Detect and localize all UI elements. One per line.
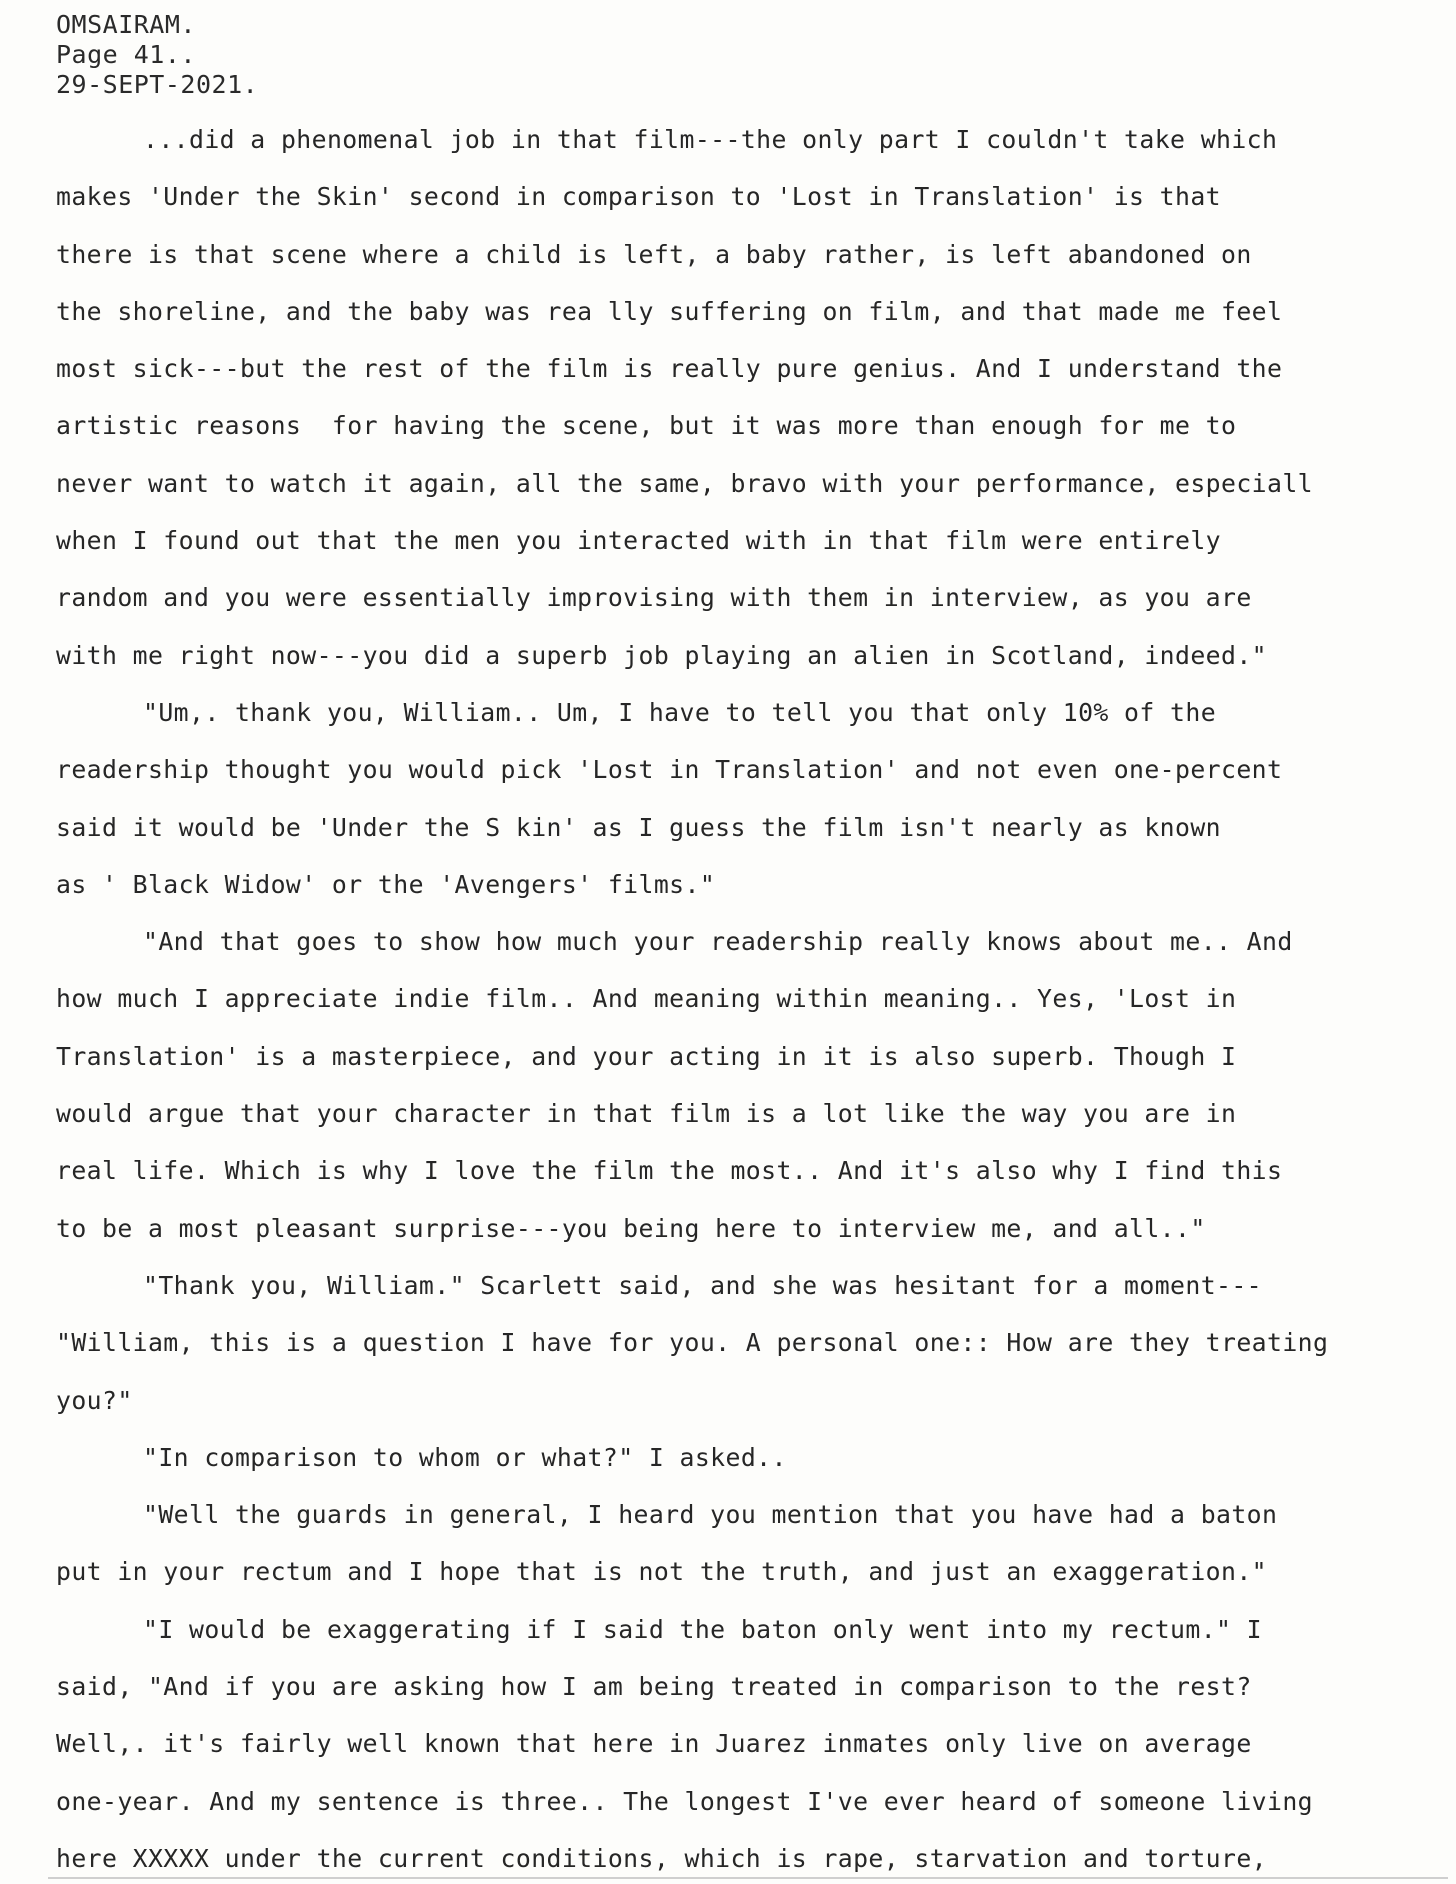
- header-date: 29-SEPT-2021.: [56, 70, 259, 99]
- text-line: random and you were essentially improvising with them in interview, as you are: [56, 583, 1252, 613]
- text-line: readership thought you would pick 'Lost in Translation' and not even one-percent: [56, 755, 1283, 785]
- text-line: most sick---but the rest of the film is really pure genius. And I understand the: [56, 354, 1283, 384]
- text-line: Translation' is a masterpiece, and your acting in it is also superb. Though I: [56, 1041, 1237, 1071]
- text-line: makes 'Under the Skin' second in comparison to 'Lost in Translation' is that: [56, 182, 1222, 212]
- text-line: as ' Black Widow' or the 'Avengers' films.": [56, 869, 716, 899]
- text-line: "In comparison to whom or what?" I asked..: [143, 1442, 787, 1472]
- text-line: "Um,. thank you, William.. Um, I have to tell you that only 10% of the: [143, 697, 1217, 727]
- text-line: you?": [56, 1385, 133, 1415]
- header-om-sairam: OMSAIRAM.: [56, 10, 196, 39]
- text-line: one-year. And my sentence is three.. The longest I've ever heard of someone living: [56, 1786, 1313, 1816]
- text-line: said, "And if you are asking how I am being treated in comparison to the rest?: [56, 1672, 1252, 1702]
- text-line: here XXXXX under the current conditions, which is rape, starvation and torture,: [56, 1843, 1267, 1873]
- text-line: would argue that your character in that film is a lot like the way you are in: [56, 1099, 1237, 1129]
- text-line: ...did a phenomenal job in that film---the only part I couldn't take which: [143, 125, 1278, 154]
- text-line: to be a most pleasant surprise---you being here to interview me, and all..": [56, 1213, 1206, 1243]
- text-line: "And that goes to show how much your readership really knows about me.. And: [143, 927, 1293, 957]
- text-line: never want to watch it again, all the same, bravo with your performance, especiall: [56, 468, 1313, 498]
- text-line: real life. Which is why I love the film the most.. And it's also why I find this: [56, 1156, 1283, 1186]
- text-line: how much I appreciate indie film.. And meaning within meaning.. Yes, 'Lost in: [56, 984, 1237, 1014]
- header-page-number: Page 41..: [56, 40, 196, 69]
- text-line: Well,. it's fairly well known that here in Juarez inmates only live on average: [56, 1729, 1252, 1759]
- page-bottom-edge: [48, 1877, 1448, 1879]
- text-line: "I would be exaggerating if I said the baton only went into my rectum." I: [143, 1614, 1263, 1644]
- text-line: artistic reasons for having the scene, but it was more than enough for me to: [56, 411, 1237, 441]
- text-line: the shoreline, and the baby was rea lly suffering on film, and that made me feel: [56, 296, 1283, 326]
- text-line: "Well the guards in general, I heard you mention that you have had a baton: [143, 1500, 1278, 1530]
- text-line: said it would be 'Under the S kin' as I guess the film isn't nearly as known: [56, 812, 1222, 842]
- body-text: [56, 125, 1456, 1884]
- text-line: when I found out that the men you interacted with in that film were entirely: [56, 526, 1222, 556]
- text-line: "William, this is a question I have for you. A personal one:: How are they treating: [56, 1328, 1329, 1358]
- text-line: "Thank you, William." Scarlett said, and she was hesitant for a moment---: [143, 1270, 1263, 1300]
- text-line: with me right now---you did a superb job playing an alien in Scotland, indeed.": [56, 640, 1267, 670]
- page-header: [56, 10, 258, 100]
- text-line: there is that scene where a child is left, a baby rather, is left abandoned on: [56, 239, 1252, 269]
- text-line: put in your rectum and I hope that is not the truth, and just an exaggeration.": [56, 1557, 1267, 1587]
